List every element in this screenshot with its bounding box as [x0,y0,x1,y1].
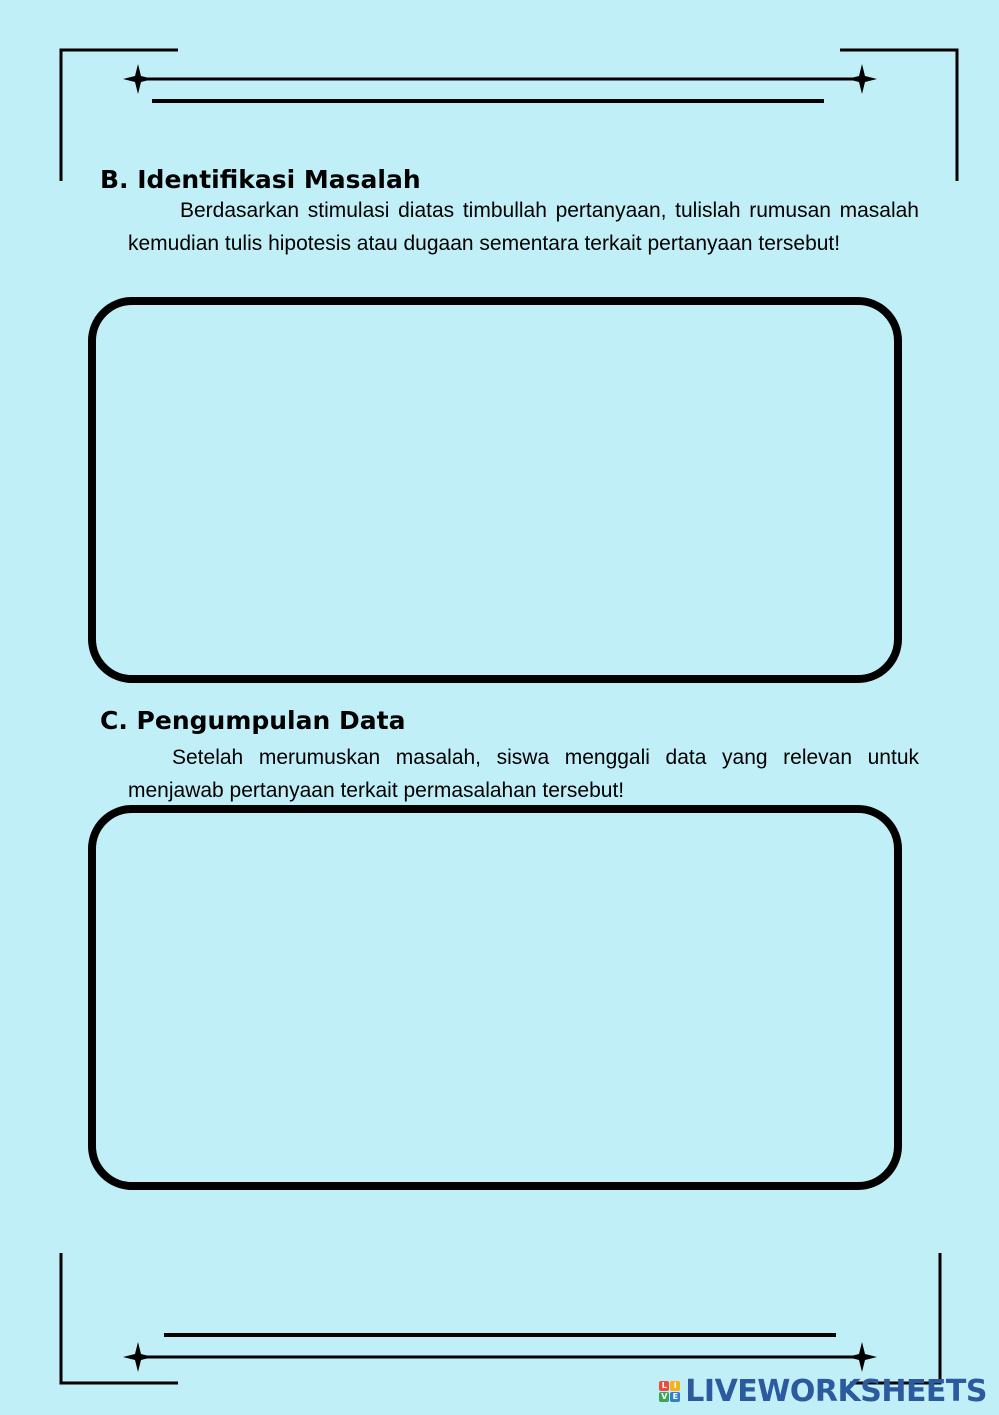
section-b-instructions: Berdasarkan stimulasi diatas timbullah pertanyaan, tulislah rumusan masalah kemudian tulis hipotesis atau dugaan sementara terkait pertanyaan tersebut! [128,199,919,255]
section-c-instructions: Setelah merumuskan masalah, siswa menggali data yang relevan untuk menjawab pertanyaan terkait permasalahan tersebut! [128,746,919,802]
corner-bracket-top-right [840,50,957,181]
liveworksheets-brand [659,1372,987,1410]
sparkle-icon [123,64,153,94]
section-b-heading: B. Identifikasi Masalah [100,165,421,194]
corner-bracket-top-left [61,50,178,181]
section-c-heading: C. Pengumpulan Data [100,706,406,735]
logo-letter: L [659,1381,669,1391]
sparkle-icon [847,1342,877,1372]
liveworksheets-logo-icon [659,1381,680,1402]
sparkle-icon [847,64,877,94]
brand-text: LIVEWORKSHEETS [685,1373,987,1409]
logo-letter: I [670,1381,680,1391]
logo-letter: V [661,1391,668,1401]
corner-bracket-bottom-left [61,1253,178,1383]
section-b-answer-box[interactable] [88,297,902,683]
sparkle-icon [123,1342,153,1372]
logo-letter: E [670,1392,680,1402]
section-c-answer-box[interactable] [88,805,902,1190]
corner-bracket-bottom-right [850,1253,940,1383]
